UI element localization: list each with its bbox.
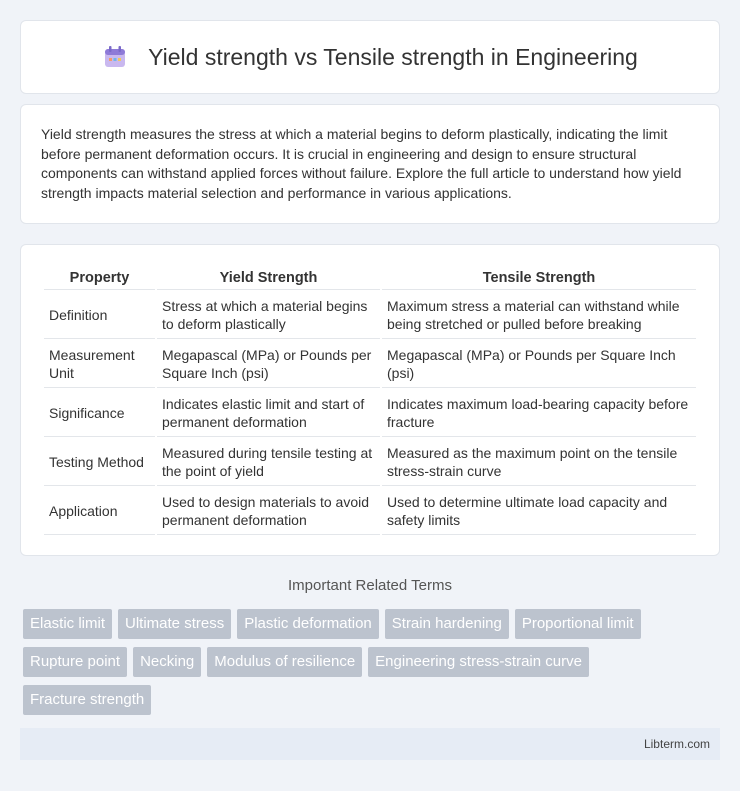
row-property: Testing Method: [44, 439, 155, 486]
table-row: [44, 488, 696, 535]
table-row: [44, 439, 696, 486]
table-row: [44, 341, 696, 388]
related-term-tag[interactable]: Elastic limit: [23, 609, 112, 639]
row-yield: Stress at which a material begins to deform plastically: [157, 292, 380, 339]
row-tensile: Maximum stress a material can withstand while being stretched or pulled before breaking: [382, 292, 696, 339]
row-property: Measurement Unit: [44, 341, 155, 388]
row-tensile: Megapascal (MPa) or Pounds per Square Inch (psi): [382, 341, 696, 388]
column-header-property: Property: [44, 267, 155, 290]
row-property: Definition: [44, 292, 155, 339]
calendar-icon: [102, 44, 128, 70]
related-term-tag[interactable]: Proportional limit: [515, 609, 641, 639]
intro-card: [20, 104, 720, 224]
row-yield: Measured during tensile testing at the point of yield: [157, 439, 380, 486]
row-tensile: Indicates maximum load-bearing capacity before fracture: [382, 390, 696, 437]
footer-site-link[interactable]: Libterm.com: [643, 737, 710, 751]
row-yield: Megapascal (MPa) or Pounds per Square Inch (psi): [157, 341, 380, 388]
related-term-tag[interactable]: Ultimate stress: [118, 609, 231, 639]
table-row: [44, 292, 696, 339]
related-term-tag[interactable]: Fracture strength: [23, 685, 151, 715]
related-term-tag[interactable]: Strain hardening: [385, 609, 509, 639]
related-term-tag[interactable]: Modulus of resilience: [207, 647, 362, 677]
row-property: Application: [44, 488, 155, 535]
footer: [20, 728, 720, 760]
related-term-tag[interactable]: Necking: [133, 647, 201, 677]
related-terms-title: Important Related Terms: [288, 577, 452, 594]
row-tensile: Used to determine ultimate load capacity and safety limits: [382, 488, 696, 535]
table-row: [44, 390, 696, 437]
row-tensile: Measured as the maximum point on the tensile stress-strain curve: [382, 439, 696, 486]
column-header-tensile: Tensile Strength: [382, 267, 696, 290]
intro-text: Yield strength measures the stress at which a material begins to deform plastically, indicating the limit before permanent deformation occurs. It is crucial in engineering and design to ensure structural components can withstand applied forces without failure. Explore the full article to understand how yield strength impacts material selection and performance in various applications.: [41, 126, 682, 201]
row-property: Significance: [44, 390, 155, 437]
row-yield: Indicates elastic limit and start of permanent deformation: [157, 390, 380, 437]
comparison-table: [42, 265, 698, 537]
table-header-row: [44, 267, 696, 290]
table-card: [20, 244, 720, 556]
related-terms-list: [23, 609, 713, 715]
related-term-tag[interactable]: Plastic deformation: [237, 609, 379, 639]
page-title: Yield strength vs Tensile strength in Engineering: [148, 43, 638, 70]
column-header-yield: Yield Strength: [157, 267, 380, 290]
related-term-tag[interactable]: Rupture point: [23, 647, 127, 677]
title-card: [20, 20, 720, 94]
related-term-tag[interactable]: Engineering stress-strain curve: [368, 647, 589, 677]
row-yield: Used to design materials to avoid permanent deformation: [157, 488, 380, 535]
